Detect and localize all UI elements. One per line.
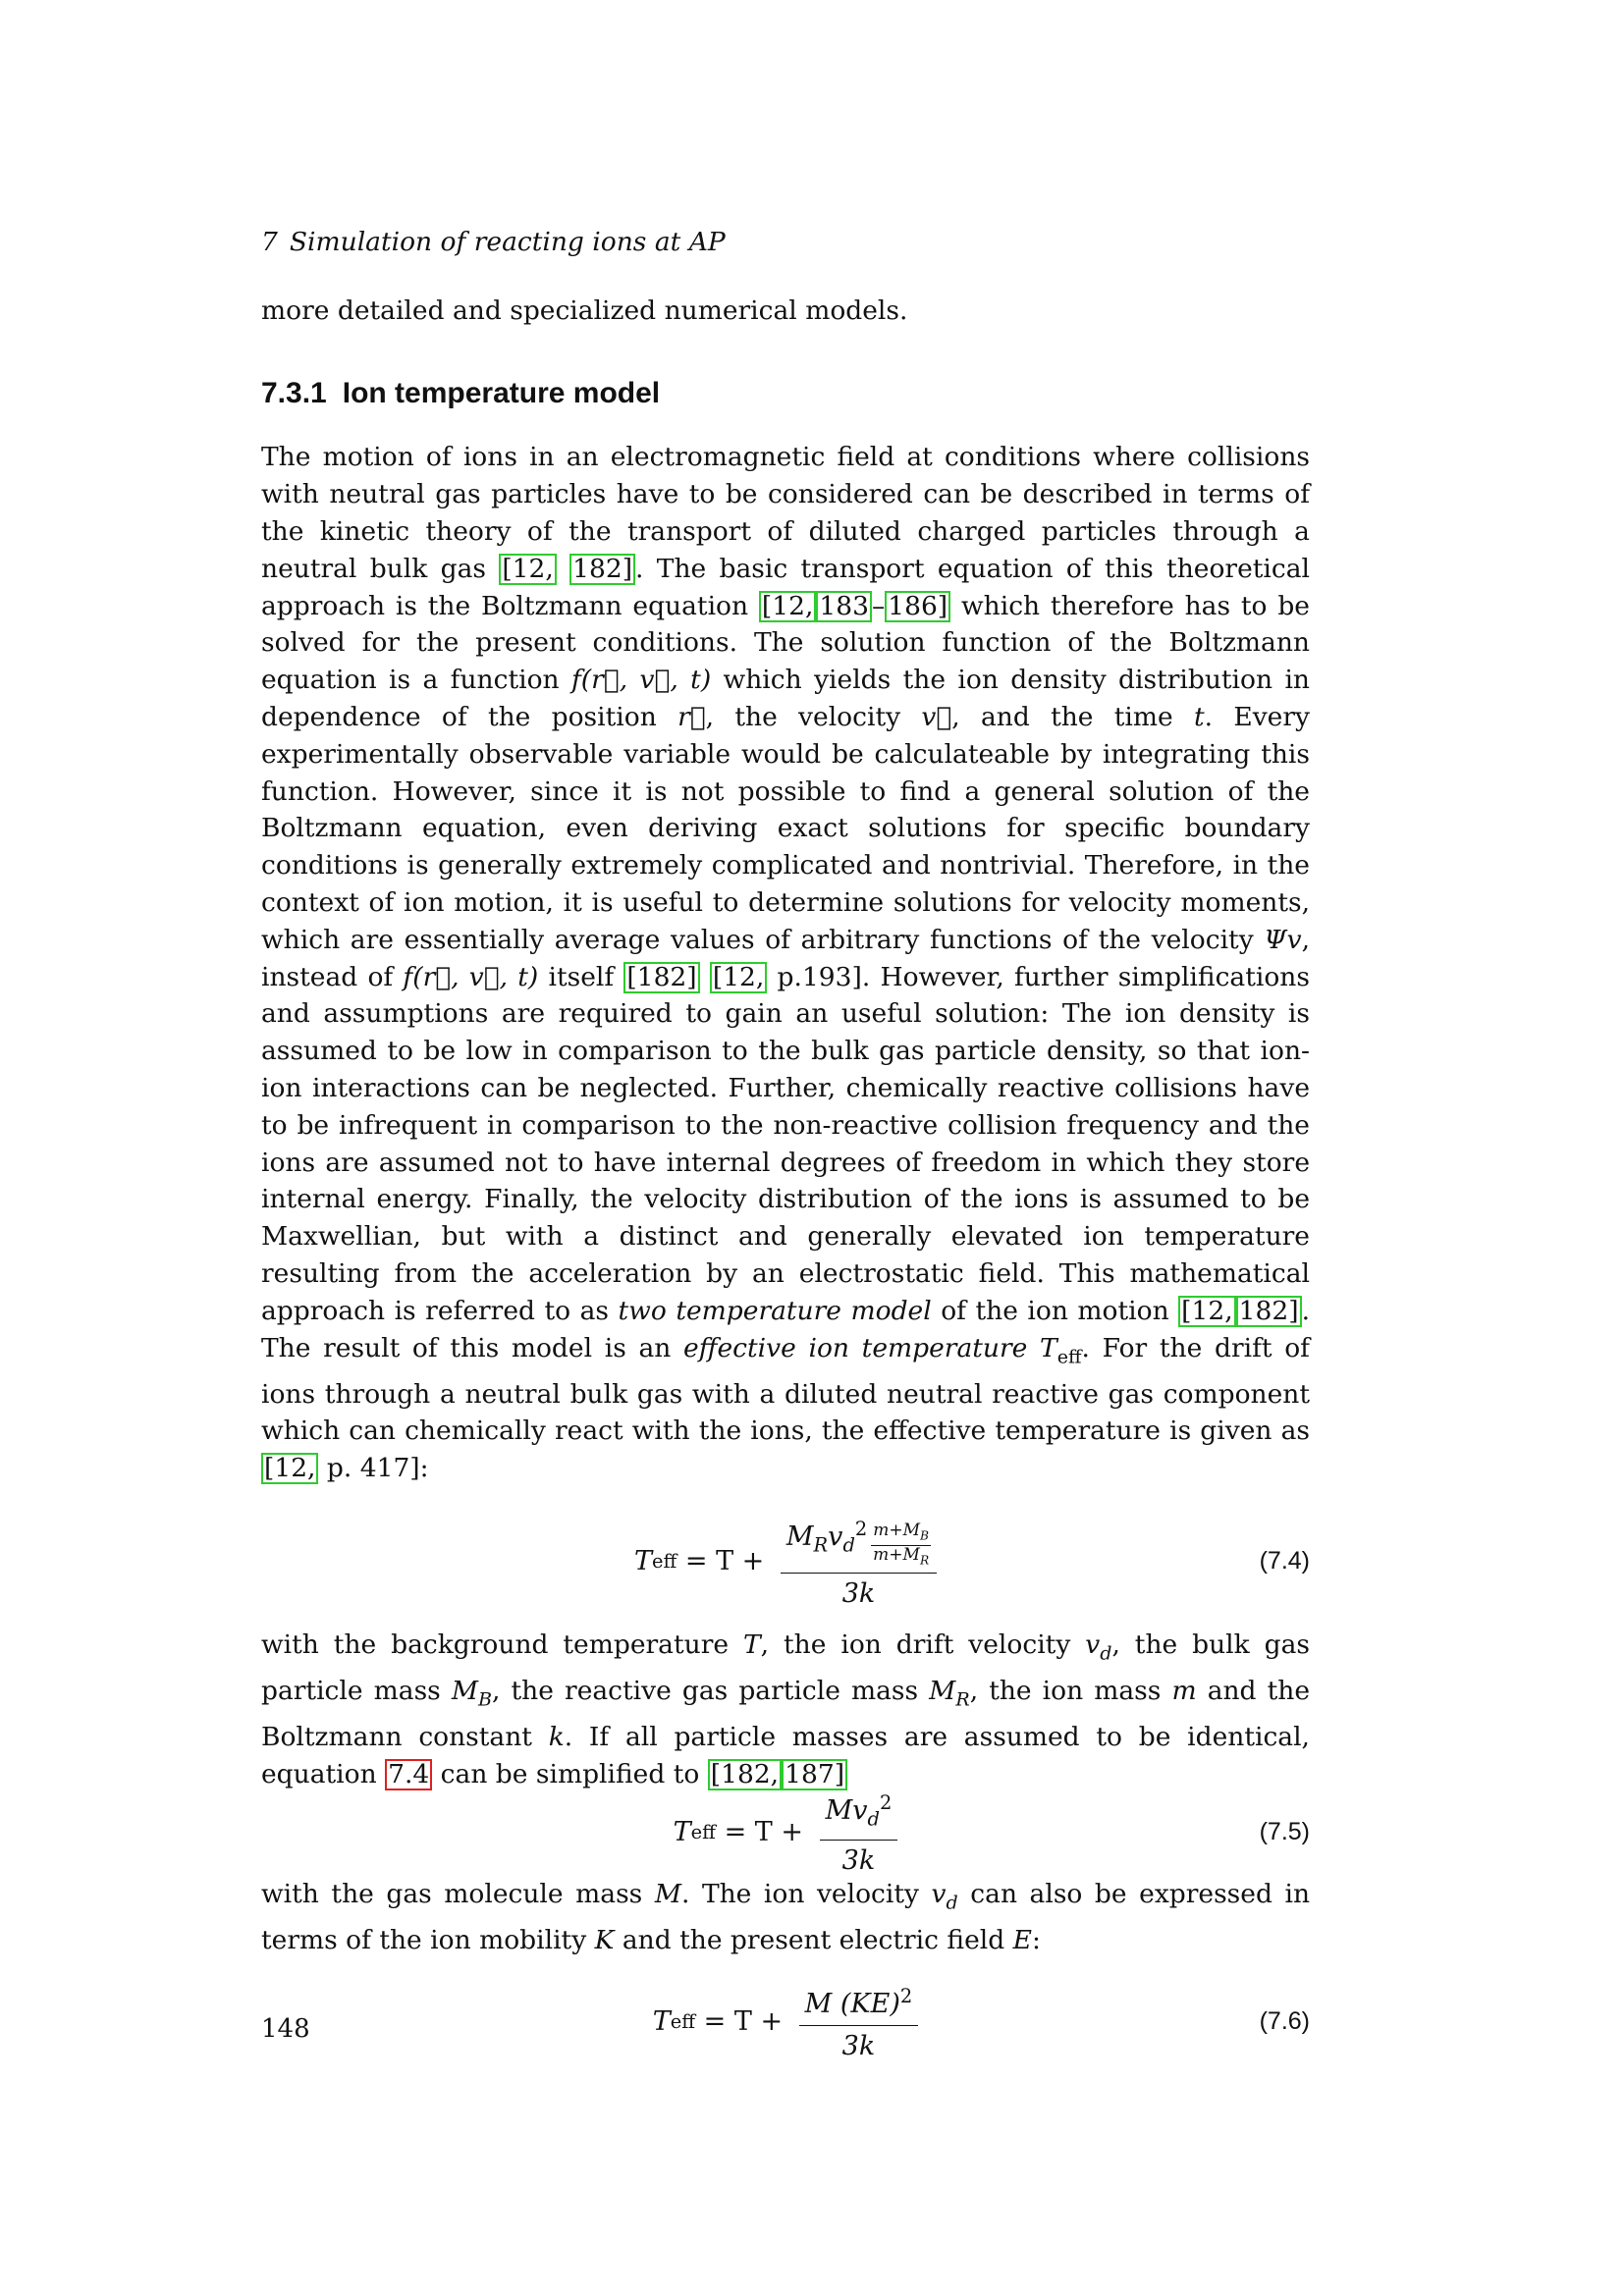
text-run: : [1031, 1924, 1041, 1955]
text-run: p. 417]: [318, 1453, 429, 1484]
sym: d [867, 1807, 880, 1831]
text-run: , the velocity [705, 701, 922, 732]
sym: 3k [841, 1577, 876, 1609]
equation-7-5 [261, 1791, 1310, 1877]
citation-link[interactable]: [182] [623, 962, 699, 993]
eq-lhs: T [673, 1816, 691, 1847]
text-run: with the gas molecule mass [261, 1878, 655, 1909]
sym: M [654, 1878, 681, 1909]
text-run: which therefore has to be solved for the present conditions. The solution function of the Boltzmann equation is a function [261, 590, 1310, 696]
position-symbol: r⃗ [677, 701, 706, 732]
citation-link[interactable]: [12, [1178, 1296, 1235, 1327]
eq-equals: = T + [695, 2005, 791, 2037]
equation-body [634, 1513, 937, 1611]
text-run: , the ion mass [969, 1676, 1172, 1707]
citation-link[interactable]: 182] [569, 554, 635, 585]
psi-symbol: Ψv [1264, 924, 1302, 955]
sym: M [825, 1795, 853, 1827]
teff-t: T [1040, 1332, 1057, 1363]
main-paragraph [261, 439, 1310, 1487]
velocity-symbol: v⃗ [921, 701, 952, 732]
eq-fraction [799, 1980, 919, 2063]
sym: T [742, 1629, 761, 1660]
eq-denominator [842, 1574, 876, 1611]
sym: v [1085, 1629, 1101, 1660]
text-run: The motion of ions in an electromagnetic field at conditions where collisions with neutral gas particles have to be considered can be described in terms of the kinetic theory of the transport of diluted charged particles through a neutral bulk gas [261, 442, 1310, 584]
text-run: with the background temperature [261, 1629, 743, 1660]
text-run: and the Boltzmann constant [261, 1676, 1311, 1753]
eq-fraction [820, 1787, 898, 1878]
sym: R [955, 1688, 970, 1711]
equation-7-6 [261, 1981, 1310, 2063]
paragraph-after-7-5 [261, 1876, 1310, 1959]
equation-body [674, 1787, 898, 1878]
eq-numerator [799, 1980, 919, 2026]
text-run: . For the drift of ions through a neutral bulk gas with a diluted neutral reactive gas component which can chemically react with the ions, the effective temperature is given as [261, 1332, 1310, 1447]
page-number: 148 [261, 2014, 310, 2044]
function-symbol: f(r⃗, v⃗, t) [403, 961, 539, 992]
eq-equals: = T + [715, 1816, 812, 1847]
page-body [261, 224, 1310, 2063]
section-number: 7.3.1 [261, 376, 327, 409]
text-run: . The basic transport equation of this theoretical approach is the Boltzmann equation [261, 553, 1310, 621]
eq-lhs-sub: eff [651, 1550, 677, 1574]
sym: M (KE) [804, 1989, 900, 2020]
text-run: and the present electric field [614, 1924, 1013, 1955]
section-title: Ion temperature model [342, 376, 661, 409]
text-run: p.193]. However, further simplifications and assumptions are required to gain an useful solution: The ion density is assumed to be low in comparison to the bulk gas particle density, so that ion-ion interactions can be neglected. Further, chemically reactive collisions have to be infrequent in comparison to the non-reactive collision frequency and the ions are assumed not to have internal degrees of freedom in which they store internal energy. Finally, the velocity distribution of the ions is assumed to be Maxwellian, but with a distinct and generally elevated ion temperature resulting from the acceleration by an electrostatic field. This mathematical approach is referred to as [261, 961, 1310, 1326]
text-run: , instead of [261, 924, 1310, 992]
citation-link[interactable]: [12, [759, 591, 816, 622]
text-run: , the ion drift velocity [760, 1629, 1086, 1660]
text-run: , and the time [951, 701, 1194, 732]
sym: 3k [841, 2031, 876, 2062]
sym: 2 [854, 1518, 868, 1541]
equation-number: (7.4) [1259, 1547, 1310, 1575]
emphasis-text: effective ion temperature [683, 1332, 1028, 1363]
eq-denominator [842, 1841, 876, 1878]
citation-link[interactable]: [12, [499, 554, 556, 585]
chapter-title: Simulation of reacting ions at AP [289, 227, 726, 257]
eq-lhs-sub: eff [690, 1820, 716, 1843]
sym: B [920, 1528, 930, 1543]
sym: d [842, 1533, 855, 1557]
sym: B [478, 1688, 493, 1711]
citation-link[interactable]: 186] [885, 591, 950, 622]
sym: d [1100, 1642, 1112, 1665]
sym: M [929, 1676, 956, 1707]
sym: M [451, 1676, 478, 1707]
sym: K [594, 1924, 615, 1955]
sym: 2 [879, 1791, 893, 1815]
running-head [261, 224, 1310, 261]
text-run: can be simplified to [432, 1758, 708, 1789]
sym: d [946, 1892, 958, 1914]
text-run: . The ion velocity [680, 1878, 932, 1909]
text-run: . Every experimentally observable variable would be calculateable by integrating this function. However, since it is not possible to find a general solution of the Boltzmann equation, even deriving exact solutions for specific boundary conditions is generally extremely complicated and nontrivial. Therefore, in the context of ion motion, it is useful to determine solutions for velocity moments, which are essentially average values of arbitrary functions of the velocity [261, 701, 1310, 955]
text-run: . The result of this model is an [261, 1295, 1311, 1363]
chapter-number: 7 [261, 227, 278, 257]
citation-link[interactable]: [12, [261, 1453, 318, 1484]
eq-lhs-sub: eff [670, 2009, 696, 2033]
text-run: itself [538, 961, 624, 992]
text-run: which yields the ion density distribution in dependence of the position [261, 665, 1310, 732]
teff-symbol [1040, 1332, 1082, 1367]
equation-7-4 [261, 1511, 1310, 1613]
sym: R [813, 1533, 829, 1557]
time-symbol: t [1193, 701, 1205, 732]
section-heading [261, 375, 1310, 412]
eq-fraction [781, 1513, 937, 1611]
eq-numerator [781, 1513, 937, 1574]
text-run: . If all particle masses are assumed to be identical, equation [261, 1722, 1310, 1789]
sym: R [919, 1552, 930, 1567]
citation-dash: – [871, 590, 886, 621]
eq-lhs: T [652, 2005, 671, 2037]
sym: E [1012, 1924, 1032, 1955]
paragraph-after-7-4 [261, 1627, 1310, 1793]
sym: m+M [873, 1544, 920, 1565]
sym: v [852, 1795, 868, 1827]
text-run: , the reactive gas particle mass [492, 1676, 930, 1707]
eq-equals: = T + [677, 1546, 773, 1577]
equation-number: (7.6) [1259, 2006, 1310, 2035]
text-run: can also be expressed in terms of the ion mobility [261, 1878, 1311, 1955]
teff-sub: eff [1056, 1345, 1082, 1367]
text-run: of the ion motion [931, 1295, 1179, 1326]
sym: M [785, 1522, 814, 1553]
intro-paragraph: more detailed and specialized numerical models. [261, 294, 908, 326]
sym: 3k [841, 1845, 876, 1877]
citation-link[interactable]: 182] [1236, 1296, 1302, 1327]
function-symbol: f(r⃗, v⃗, t) [570, 665, 712, 696]
equation-body [653, 1980, 918, 2063]
eq-mass-ratio [871, 1522, 931, 1569]
sym: 2 [899, 1985, 913, 2008]
eq-denominator [842, 2026, 876, 2063]
sym: m+M [873, 1521, 921, 1541]
citation-link[interactable]: [182, [708, 1759, 782, 1790]
eq-numerator [820, 1787, 898, 1841]
sym: v [828, 1522, 843, 1553]
eq-lhs: T [633, 1546, 652, 1577]
citation-link[interactable]: 187] [782, 1759, 847, 1790]
citation-link[interactable]: 183 [816, 591, 872, 622]
citation-link[interactable]: [12, [710, 962, 767, 993]
sym: k [548, 1722, 565, 1753]
sym: m [1171, 1676, 1197, 1707]
equation-reference-link[interactable]: 7.4 [385, 1759, 432, 1790]
sym: v [931, 1878, 947, 1909]
text-run: , the bulk gas particle mass [261, 1629, 1310, 1707]
equation-number: (7.5) [1259, 1817, 1310, 1845]
emphasis-text: two temperature model [618, 1295, 932, 1326]
